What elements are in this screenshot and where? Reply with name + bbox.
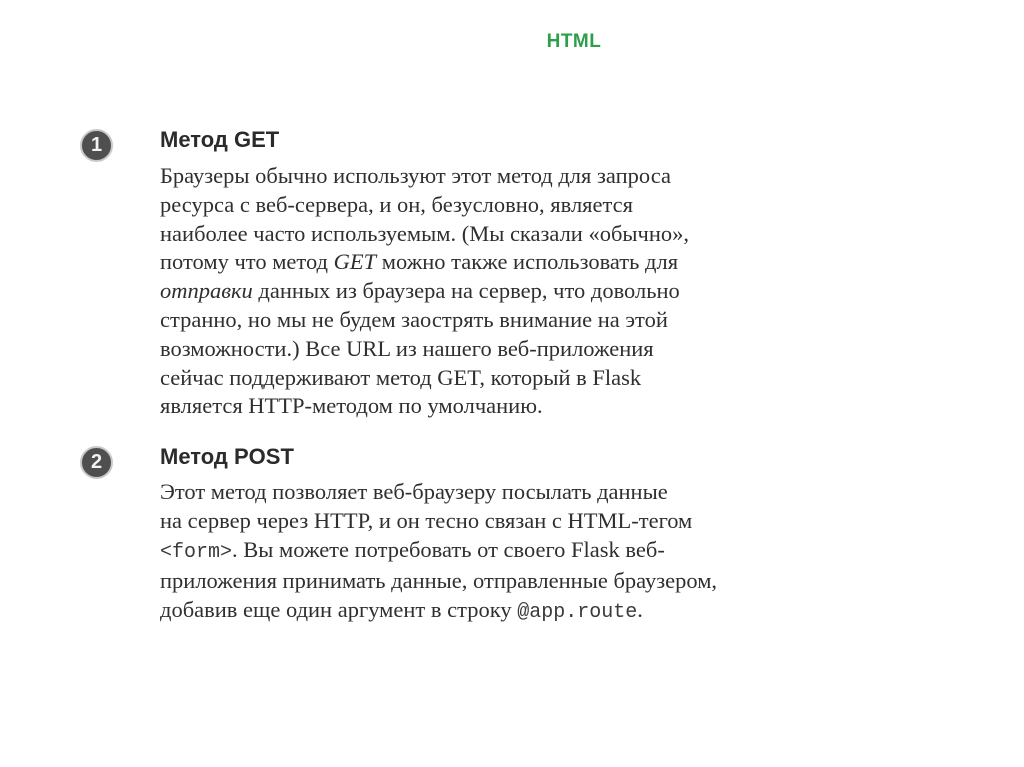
text-line: потому что метод GET можно также использовать для — [160, 249, 679, 275]
text-line: ресурса с веб-сервера, и он, безусловно, является — [160, 191, 633, 217]
text-line: добавив еще один аргумент в строку @app.route. — [160, 597, 643, 625]
section-heading-get: Метод GET — [160, 127, 280, 152]
code-app-route: @app.route — [517, 601, 638, 625]
number-badge-1: 1 — [80, 129, 113, 162]
emphasis-get: GET — [333, 249, 377, 275]
text-line: приложения принимать данные, отправленные браузером, — [160, 568, 718, 594]
section-body-get — [160, 162, 689, 421]
text-line: на сервер через HTTP, и он тесно связан с HTML-тегом — [160, 507, 693, 533]
number-badge-2: 2 — [80, 446, 113, 479]
text-line: <form>. Вы можете потребовать от своего Flask веб- — [160, 536, 665, 564]
text-line: сейчас поддерживают метод GET, который в Flask — [160, 364, 642, 390]
section-heading-post: Метод POST — [160, 444, 294, 469]
page-title: HTML — [546, 31, 602, 52]
text-line: Браузеры обычно используют этот метод для запроса — [160, 163, 671, 188]
text-line: странно, но мы не будем заострять внимание на этой — [160, 306, 668, 332]
text-line: наиболее часто используемым. (Мы сказали «обычно», — [160, 220, 690, 246]
code-form-tag: <form> — [160, 540, 233, 564]
emphasis-otpravki: отправки — [160, 278, 253, 304]
text-line: является HTTP-методом по умолчанию. — [160, 393, 543, 419]
section-body-post — [160, 478, 717, 628]
text-line: Этот метод позволяет веб-браузеру посылать данные — [160, 479, 668, 504]
text-line: возможности.) Все URL из нашего веб-приложения — [160, 335, 654, 361]
text-line: отправки данных из браузера на сервер, что довольно — [160, 278, 680, 304]
